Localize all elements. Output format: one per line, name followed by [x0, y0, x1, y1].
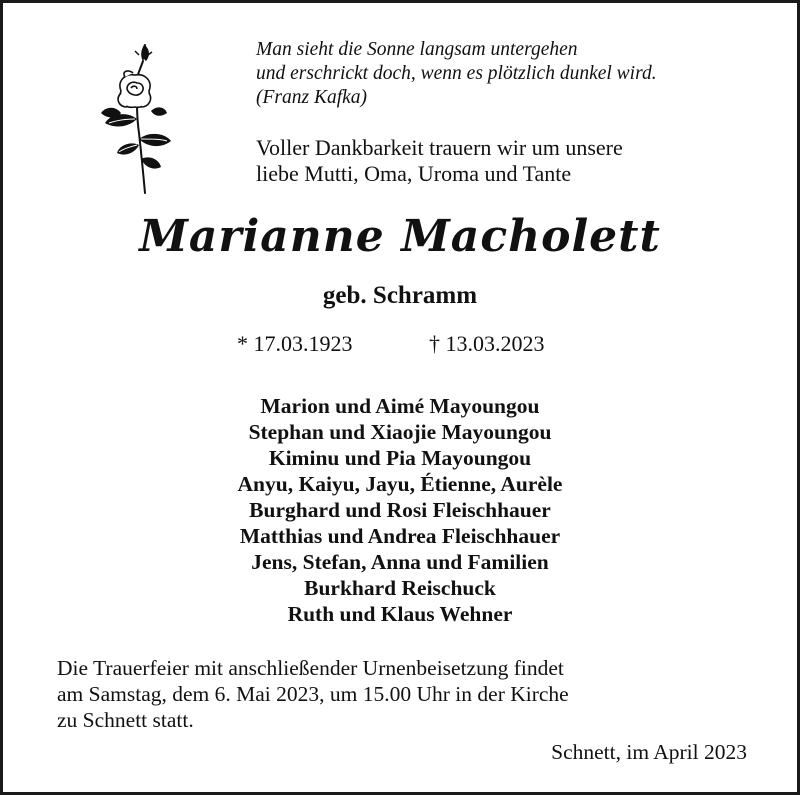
- rose-icon: [91, 41, 175, 197]
- kafka-quote: [256, 38, 657, 110]
- ceremony-info: [57, 655, 569, 733]
- ceremony-line: zu Schnett statt.: [57, 708, 194, 732]
- ceremony-line: Die Trauerfeier mit anschließender Urnenbeisetzung findet: [57, 656, 564, 680]
- quote-line: Man sieht die Sonne langsam untergehen: [256, 39, 578, 60]
- mourner-line: Ruth und Klaus Wehner: [287, 602, 513, 626]
- intro-line: liebe Mutti, Oma, Uroma und Tante: [256, 161, 572, 186]
- mourner-line: Anyu, Kaiyu, Jayu, Étienne, Aurèle: [237, 472, 563, 496]
- mourner-line: Burkhard Reischuck: [304, 576, 496, 600]
- ceremony-line: am Samstag, dem 6. Mai 2023, um 15.00 Uhr in der Kirche: [57, 682, 569, 706]
- mourner-line: Marion und Aimé Mayoungou: [260, 394, 540, 418]
- deceased-name: Marianne Macholett: [139, 211, 661, 262]
- mourner-line: Jens, Stefan, Anna und Familien: [251, 550, 549, 574]
- intro-line: Voller Dankbarkeit trauern wir um unsere: [256, 135, 623, 160]
- intro-text: [256, 135, 623, 187]
- death-date: † 13.03.2023: [429, 331, 545, 356]
- mourner-line: Burghard und Rosi Fleischhauer: [249, 498, 551, 522]
- birth-date: * 17.03.1923: [237, 331, 353, 356]
- mourner-line: Matthias und Andrea Fleischhauer: [239, 524, 561, 548]
- mourners-list: [3, 393, 797, 627]
- place-date: Schnett, im April 2023: [551, 740, 747, 764]
- mourner-line: Kiminu und Pia Mayoungou: [268, 446, 532, 470]
- quote-line: und erschrickt doch, wenn es plötzlich dunkel wird.: [256, 63, 657, 84]
- quote-author: (Franz Kafka): [256, 87, 368, 108]
- mourner-line: Stephan und Xiaojie Mayoungou: [248, 420, 552, 444]
- maiden-name: geb. Schramm: [322, 282, 478, 309]
